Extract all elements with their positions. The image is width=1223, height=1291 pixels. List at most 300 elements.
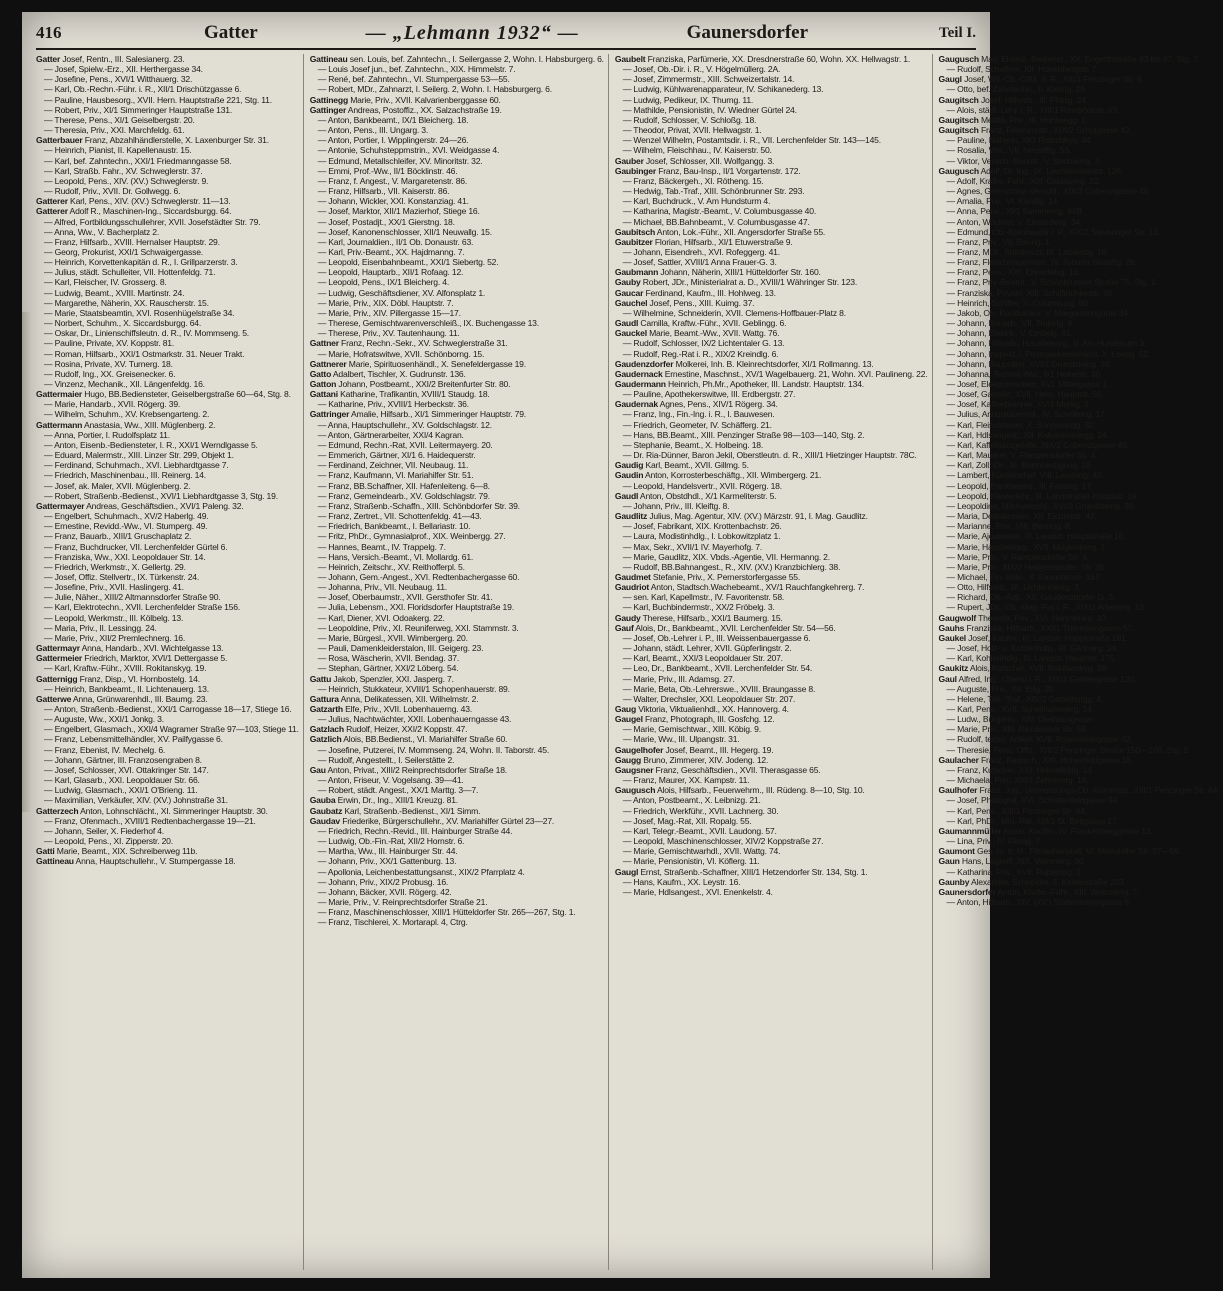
entry-details: — Heinrich, Korvettenkapitän d. R., I. Grillparzerstr. 3.	[44, 257, 238, 268]
directory-entry	[939, 115, 1220, 125]
entry-details: Franziska, Parfümerie, XX. Dresdnerstraße 60, Wohn. XX. Hellwagstr. 1.	[645, 54, 911, 64]
directory-entry	[615, 643, 928, 653]
directory-entry	[36, 369, 299, 379]
directory-entry	[615, 318, 928, 328]
directory-entry	[615, 582, 928, 592]
entry-surname: Gatter	[36, 54, 61, 64]
directory-entry	[939, 582, 1220, 592]
directory-entry	[310, 95, 604, 105]
directory-entry	[939, 145, 1220, 155]
directory-entry	[310, 592, 604, 602]
entry-details: — Karl, PhDr., Min.-Rat, XIII/1 St. Beitgasse 17.	[946, 815, 1119, 826]
entry-details: — Johann, Priv., XX/1 Gattenburg. 13.	[317, 856, 457, 867]
entry-details: Ferdinand, Kaufm., III. Hohlweg. 13.	[643, 287, 776, 298]
entry-details: — Ludw., Bürgerm., XIV. Dreihausgasse.	[946, 714, 1095, 725]
entry-details: — Apollonia, Leichenbestattungsanst., XIX/2 Pfarrplatz 4.	[317, 866, 525, 877]
directory-entry	[615, 856, 928, 866]
entry-surname: Gattermeier	[36, 653, 83, 664]
entry-details: — Marie, Beta, Ob.-Lehrerswe., XVIII. Braungasse 8.	[622, 683, 816, 694]
entry-details: Johann, Näherin, XIII/1 Hütteldorfer Str. 160.	[658, 267, 821, 278]
directory-entry	[36, 125, 299, 135]
entry-details: — Maria, Delikatessen, XII. Eichenstr. 42.	[946, 511, 1097, 522]
entry-details: Josef, Schlosser, XII. Wolfgangg. 3.	[643, 155, 775, 166]
entry-details: Josef, Kaufm., III. Landstr. Hauptstraße 181.	[965, 632, 1128, 643]
directory-entry	[310, 917, 604, 927]
directory-entry	[939, 298, 1220, 308]
directory-entry	[310, 156, 604, 166]
entry-details: — Maximilian, Verkäufer, XIV. (XV.) Johnstraße 31.	[44, 795, 228, 806]
entry-details: — Karl, Fleischer, IV. Grosserg. 8.	[44, 277, 167, 288]
part-label: Teil I.	[939, 24, 976, 41]
directory-entry	[310, 684, 604, 694]
directory-entry	[939, 470, 1220, 480]
entry-details: — Friedrich, Bankbeamt., I. Bellariastr. 10.	[317, 521, 471, 532]
directory-entry	[939, 877, 1220, 887]
entry-details: Hans, Lagerift, XIX. Wimmerg. 80.	[959, 856, 1086, 867]
entry-surname: Gaudl	[614, 318, 639, 329]
entry-details: Anton, Korrosterbeschäftg., XII. Wimbergerg. 21.	[643, 470, 822, 481]
entry-details: Franz, Kautsch., XXI. Hohenfeldgasse 16.	[978, 754, 1133, 765]
entry-details: Anna, Hauptschullehr., V. Stumpergasse 18.	[73, 856, 236, 867]
directory-entry	[310, 734, 604, 744]
directory-entry	[36, 592, 299, 602]
directory-entry	[310, 196, 604, 206]
directory-entry	[36, 450, 299, 460]
entry-surname: Gaug	[614, 704, 637, 714]
directory-entry	[615, 389, 928, 399]
entry-details: — Leopold, Bankbeamt., III. Fasang. 17.	[946, 480, 1094, 491]
directory-entry	[310, 237, 604, 247]
directory-entry	[36, 379, 299, 389]
directory-entry	[939, 54, 1220, 64]
entry-details: — Marie, Ajourierein, III. Landstr. Hauptstraße 16.	[946, 531, 1126, 542]
directory-entry	[36, 460, 299, 470]
entry-surname: Gaudy	[614, 612, 641, 623]
directory-entry	[36, 714, 299, 724]
directory-entry	[939, 481, 1220, 491]
column-3	[615, 54, 933, 1270]
entry-details: — Johann, Priv., III. Kleiftg. 8.	[622, 500, 730, 511]
entry-details: Franz, Rechn.-Sekr., XV. Schweglerstraße 31.	[338, 338, 508, 349]
directory-entry	[310, 115, 604, 125]
directory-entry	[310, 318, 604, 328]
entry-details: — Julius, städt. Schulleiter, VII. Hottenfeldg. 71.	[44, 267, 216, 278]
entry-details: — Franz, Zertret., VII. Schottenfeldg. 41—43.	[317, 511, 482, 522]
directory-entry	[310, 511, 604, 521]
entry-details: — Edmund, Ob.-Kommissär i. P., XIX/2 Sieveringer Str. 13.	[946, 226, 1160, 237]
entry-surname: Gatterer	[36, 206, 68, 217]
directory-entry	[36, 755, 299, 765]
directory-entry	[939, 156, 1220, 166]
directory-entry	[615, 349, 928, 359]
entry-surname: Gaugusch	[614, 785, 656, 796]
directory-entry	[939, 166, 1220, 176]
entry-details: — Josef, Photograf, XVI. Schottenfeldgasse 94.	[946, 795, 1120, 806]
directory-entry	[615, 409, 928, 419]
entry-details: — Leopold, Maschinenschlosser, XIV/2 Koppstraße 27.	[622, 836, 824, 847]
directory-entry	[615, 156, 928, 166]
directory-entry	[939, 542, 1220, 552]
directory-entry	[36, 247, 299, 257]
directory-entry	[939, 430, 1220, 440]
directory-entry	[939, 663, 1220, 673]
entry-details: — Karl, Buchbindermstr., XX/2 Fröbelg. 3.	[622, 602, 775, 613]
entry-surname: Gatti	[36, 846, 55, 857]
entry-surname: Gaugwolf	[938, 612, 977, 623]
directory-entry	[310, 267, 604, 277]
entry-details: — Johanna, Technik-Ww., II/1 Heinestr. 36.	[946, 368, 1103, 379]
directory-entry	[939, 816, 1220, 826]
directory-entry	[36, 633, 299, 643]
entry-surname: Gaudin	[614, 470, 644, 481]
entry-details: — Anton, Postbeamt., X. Leibnizg. 21.	[622, 795, 761, 806]
entry-details: — Wilhelm, Fleischhau., IV. Kaiserstr. 50.	[622, 145, 772, 156]
directory-entry	[939, 623, 1220, 633]
entry-details: Anna, Delikatessen, XII. Wilhelmstr. 2.	[338, 693, 479, 704]
entry-details: — Leopold, Pens., IX/1 Bleicherg. 4.	[317, 277, 450, 288]
entry-details: — Leopold, Werkmstr., III. Kölbelg. 13.	[44, 612, 184, 623]
directory-entry	[615, 572, 928, 582]
entry-details: — Leopold, Eisenbahnbeamt., XXI/1 Siebertg. 52.	[317, 257, 499, 268]
directory-entry	[939, 125, 1220, 135]
entry-details: — Karl, Priv.-Beamt., XX. Hajdmanng. 7.	[317, 246, 465, 257]
directory-entry	[310, 653, 604, 663]
entry-surname: Gaubmann	[614, 267, 659, 278]
entry-details: Josef, Rentn., III. Salesianerg. 23.	[60, 54, 185, 64]
entry-details: — Josefine, Pens., XVI/1 Witthauerg. 32.	[44, 74, 193, 85]
entry-surname: Gaugsner	[614, 764, 654, 775]
directory-entry	[310, 135, 604, 145]
entry-details: — Marianne, Priv., VIII. Bennog. 8.	[946, 521, 1072, 532]
entry-details: Anna, Handarb., XVI. Wichtelgasse 13.	[79, 643, 224, 654]
directory-entry	[36, 674, 299, 684]
entry-details: Stefanie, Priv., X. Pernerstorfergasse 55.	[650, 571, 801, 582]
entry-details: Adalbert, Tischler, X. Gudrunstr. 136.	[331, 368, 466, 379]
directory-entry	[36, 399, 299, 409]
entry-details: — Anna, Hauptschullehr., XV. Goldschlagstr. 12.	[317, 419, 492, 430]
directory-entry	[36, 704, 299, 714]
entry-details: — Karl, Kohlenhdlg., III. Landstr. Hauptstr. 175.	[946, 653, 1117, 664]
entry-surname: Gaunby	[938, 876, 970, 887]
entry-details: — Louis Josef jun., bef. Zahntechn., XIX. Himmelstr. 7.	[317, 64, 516, 75]
entry-surname: Gattani	[309, 389, 338, 400]
entry-details: — Rudolf, Schaffner, XII. Hohenbergstr. 7.	[946, 64, 1099, 75]
directory-entry	[615, 867, 928, 877]
directory-entry	[310, 795, 604, 805]
directory-entry	[615, 54, 928, 64]
directory-entry	[615, 633, 928, 643]
directory-entry	[615, 775, 928, 785]
entry-details: — Hans, Kaufm., XX. Leystr. 16.	[622, 876, 741, 887]
entry-surname: Gatton	[309, 379, 337, 389]
directory-entry	[615, 298, 928, 308]
entry-details: — Josef, Sattler, XVIII/1 Anna Frauer-G. 3.	[622, 257, 777, 268]
directory-entry	[939, 227, 1220, 237]
directory-entry	[939, 633, 1220, 643]
entry-details: — Franz, Gemeindearb., XV. Goldschlagstr. 79.	[317, 490, 490, 501]
entry-details: — Hans, BB.Beamt., XIII. Penzinger Straße 98—103—140, Stg. 2.	[622, 429, 865, 440]
directory-entry	[36, 288, 299, 298]
entry-details: — Karl, Diener, XVI. Odoakerg. 22.	[317, 612, 445, 623]
entry-details: — Josef, Kaffeebrenner, XV/1 Markg. 3.	[946, 399, 1091, 410]
entry-details: Molkerei, Inh. B. Kleinrechtsdorfer, XI/1 Rollmanng. 13.	[673, 358, 874, 369]
directory-entry	[615, 542, 928, 552]
directory-entry	[310, 379, 604, 389]
entry-details: — Lina, Priv., IV. Florag. 7.	[946, 836, 1043, 847]
directory-entry	[939, 531, 1220, 541]
entry-details: — Robert, städt. Angest., XX/1 Marttg. 3—7.	[317, 785, 479, 796]
entry-details: — Norbert, Schuhm., X. Siccardsburgg. 64.	[44, 318, 202, 329]
directory-entry	[310, 338, 604, 348]
directory-entry	[939, 734, 1220, 744]
directory-entry	[615, 613, 928, 623]
entry-surname: Gattermayr	[36, 643, 80, 654]
directory-entry	[615, 785, 928, 795]
entry-details: Alois, Kutscher, XVII. Rokitanskyg. 29.	[968, 663, 1109, 674]
entry-details: Josef, Pens., XIII. Kuimg. 37.	[647, 297, 755, 308]
entry-details: — Josef, Elektromonteur, XVI. Mittergasse 1.	[946, 379, 1110, 389]
directory-entry	[310, 186, 604, 196]
directory-entry	[939, 277, 1220, 287]
entry-surname: Gaukel	[938, 632, 966, 643]
entry-details: Anton, Stadtsch.Wachebeamt., XV/1 Rauchfangkehrerg. 7.	[649, 582, 865, 593]
entry-details: Camilla, Kraftw.-Führ., XVII. Geblingg. 6.	[638, 318, 787, 329]
entry-details: — Richard, Ob.-Adjt., XII. Gaudenzdorfer G. 3.	[946, 592, 1115, 603]
entry-details: — Pauline, Hausbesorg., XVII. Hern. Hauptstraße 221, Stg. 11.	[44, 94, 272, 105]
entry-details: — Leopold, Klavierlehr., III. Landstraßer Hauptstr. 16.	[946, 490, 1139, 501]
entry-details: — Antonie, Schuhsteppmstrin., XVI. Weidgasse 4.	[317, 145, 500, 156]
entry-details: — Josefine, Priv., XVII. Haslingerg. 41.	[44, 582, 184, 593]
entry-details: — Josefine, Putzerei, IV. Mommseng. 24, Wohn. II. Taborstr. 45.	[317, 744, 550, 755]
entry-details: — Theodor, Privat, XVII. Hellwagstr. 1.	[622, 125, 762, 136]
directory-entry	[310, 552, 604, 562]
directory-entry	[939, 409, 1220, 419]
entry-details: Hugo, BB.Bediensteter, Geiselbergstraße 60—64, Stg. 8.	[82, 389, 291, 400]
directory-entry	[615, 379, 928, 389]
entry-details: — Marie, Hofratswitwe, XVII. Schönborng. 15.	[317, 348, 485, 359]
entry-details: Viktoria, Viktualienhdl., XX. Hannoverg. 4.	[636, 704, 789, 714]
entry-details: — Anton, Gärtnerarbeiter, XXI/4 Kagran.	[317, 429, 464, 440]
entry-details: — Heinrich, Stukkateur, XVIII/1 Schopenhauerstr. 89.	[317, 683, 510, 694]
entry-details: Franz, Geschäftsdien., XVII. Therasgasse 65.	[653, 764, 821, 775]
directory-entry	[36, 145, 299, 155]
entry-details: Marie, Priv., XVII. Kalvarienberggasse 60.	[348, 94, 501, 105]
entry-surname: Gattu	[309, 673, 332, 684]
directory-entry	[939, 328, 1220, 338]
directory-entry	[36, 64, 299, 74]
page-header	[36, 18, 976, 50]
entry-details: — Max, Sekr., XVII/1 IV. Mayerhofg. 7.	[622, 541, 763, 552]
entry-surname: Gattineau	[309, 54, 348, 64]
entry-surname: Gauckel	[614, 328, 647, 339]
directory-entry	[615, 694, 928, 704]
entry-details: — Marie, Gemischtwar., XIII. Köbig. 9.	[622, 724, 761, 735]
directory-entry	[615, 460, 928, 470]
entry-details: — Alfred, Fortbildungsschullehrer, XVII. Josefstädter Str. 79.	[44, 216, 261, 227]
directory-entry	[615, 288, 928, 298]
entry-details: — Rudolf, Priv., XVII. Dr. Gollwegg. 6.	[44, 186, 181, 197]
directory-entry	[615, 623, 928, 633]
directory-entry	[939, 674, 1220, 684]
entry-details: — Leopoldine, Milchverschl., XVI/2 Grundsteing. 39.	[946, 500, 1136, 511]
directory-entry	[36, 745, 299, 755]
directory-entry	[36, 816, 299, 826]
directory-entry	[939, 450, 1220, 460]
entry-details: — Hannes, Beamt., IV. Trappelg. 7.	[317, 541, 446, 552]
directory-entry	[939, 501, 1220, 511]
directory-entry	[939, 684, 1220, 694]
entry-details: — Leopold, Pens., XI. Zipperstr. 20.	[44, 836, 173, 847]
entry-details: — Johann, Seiler, X. Fiederhof 4.	[44, 825, 164, 836]
entry-details: — Ludwig, Geschäftsdiener, XV. Alfonsplatz 1.	[317, 287, 486, 298]
directory-entry	[939, 887, 1220, 897]
entry-details: — Franz, Bauarb., XIII/1 Gruschaplatz 2.	[44, 531, 192, 542]
directory-entry	[615, 877, 928, 887]
entry-surname: Gaubinger	[614, 165, 657, 176]
entry-surname: Gaudenzdorfer	[614, 358, 674, 369]
entry-details: — Helene, Tab.-Traf., XIV/2 Gatterburgg. 4.	[946, 693, 1104, 704]
entry-details: — Mathilde, Pensionistin, IV. Wiedner Gürtel 24.	[622, 104, 797, 115]
directory-entry	[939, 135, 1220, 145]
directory-entry	[310, 491, 604, 501]
directory-page	[22, 12, 1220, 1278]
entry-details: — Rosalia, Ww., VII. Neustiftg. 53.	[946, 145, 1071, 156]
directory-entry	[615, 176, 928, 186]
directory-entry	[36, 552, 299, 562]
directory-entry	[615, 267, 928, 277]
entry-surname: Gaudmet	[614, 571, 651, 582]
directory-entry	[310, 582, 604, 592]
entry-details: — Josef, Ob.-Lehrer i. P., III. Weissenbauergasse 6.	[622, 632, 811, 643]
entry-details: — Franz, Priv.-Beamt., V. Schönbrunner Straße 75, Stg. 1.	[946, 277, 1158, 288]
directory-entry	[310, 714, 604, 724]
directory-entry	[615, 145, 928, 155]
entry-details: Anton, Lohnschlächt., XI. Simmeringer Hauptstr. 30.	[78, 805, 268, 816]
entry-details: Karl, Pens., XIV. (XV.) Schweglerstr. 11—13.	[67, 196, 231, 207]
entry-details: Josef, Wil.-Ob.-Offiz. d. R., XIII/1 Penzinger Str. 9.	[961, 74, 1144, 85]
entry-details: — Franz, Priv., VII. Baung. 1.	[946, 236, 1052, 247]
directory-entry	[36, 135, 299, 145]
directory-entry	[36, 84, 299, 94]
entry-details: — Franz, Kutscher, XXI. Hohenfeldg. 14.	[946, 764, 1094, 775]
entry-details: — Jakob, Ob.-Kondukteur, V. Margaretengürtel 34.	[946, 307, 1131, 318]
entry-details: — Johann, Baupoliter, XVI/1 Grundsteing. 39.	[946, 358, 1112, 369]
entry-details: — Marie, Bürgesl., XVII. Wimbergerg. 20.	[317, 632, 468, 643]
entry-details: Josef, Beamt., III. Hegerg. 19.	[663, 744, 774, 755]
entry-surname: Gattermayer	[36, 500, 85, 511]
directory-entry	[36, 501, 299, 511]
entry-details: — Pauline, Apothekerswitwe, III. Erdbergstr. 27.	[622, 389, 796, 400]
directory-entry	[615, 653, 928, 663]
directory-entry	[939, 379, 1220, 389]
directory-entry	[36, 521, 299, 531]
directory-entry	[36, 785, 299, 795]
entry-details: — Dr. Ria-Dünner, Baron Jekil, Oberstleutn. d. R., XIII/1 Hietzinger Hauptstr. 78C.	[622, 450, 917, 461]
entry-details: — Franz, Hilfsarb., XVIII. Hernalser Hauptstr. 29.	[44, 236, 220, 247]
directory-entry	[939, 206, 1220, 216]
directory-entry	[310, 288, 604, 298]
directory-entry	[310, 542, 604, 552]
directory-entry	[310, 826, 604, 836]
directory-entry	[615, 552, 928, 562]
directory-entry	[615, 531, 928, 541]
directory-entry	[310, 836, 604, 846]
entry-surname: Gatzlich	[309, 734, 342, 745]
entry-surname: Gaugg	[614, 754, 642, 765]
directory-entry	[310, 84, 604, 94]
entry-details: Robert, JDr., Ministerialrat a. D., XVIII/1 Währinger Str. 123.	[640, 277, 858, 288]
directory-entry	[36, 836, 299, 846]
entry-details: — Rudolf, Schlosser, V. Schloßg. 18.	[622, 114, 757, 125]
entry-details: Anton, Lok.-Führ., XII. Angersdorfer Straße 55.	[655, 226, 826, 237]
entry-details: — Josef, Kanonenschlosser, XII/1 Neuwallg. 15.	[317, 226, 492, 237]
directory-entry	[310, 430, 604, 440]
entry-details: — sen. Karl, Kapellmstr., IV. Favoritenstr. 58.	[622, 592, 785, 603]
entry-surname: Gaugusch	[938, 54, 979, 64]
entry-details: Florian, Hilfsarb., XI/1 Etuwerstraße 9.	[652, 236, 793, 247]
entry-details: — Michael, BB.Bahnbeamt., V. Columbusgasse 47.	[622, 216, 810, 227]
directory-entry	[615, 308, 928, 318]
entry-details: — Rudolf, techn. Artikel, XVII. Rosensteingasse 42.	[946, 734, 1133, 745]
entry-details: — Lambert, Küchenchef, VIII. Laudong. 40.	[946, 470, 1104, 481]
directory-entry	[310, 745, 604, 755]
entry-details: — Karl, Kraftw.-Führ., XVIII. Rokitanskyg. 19.	[44, 663, 207, 674]
directory-entry	[36, 196, 299, 206]
entry-details: — Julie, Näher., XIII/2 Altmannsdorfer Straße 90.	[44, 592, 221, 603]
directory-entry	[36, 602, 299, 612]
entry-details: — Karl, Glasarb., XXI. Leopoldauer Str. 66.	[44, 775, 200, 786]
entry-details: Theresia, Priv., XVI. Hanmerleg. 10.	[976, 612, 1108, 623]
directory-entry	[36, 349, 299, 359]
directory-entry	[36, 613, 299, 623]
directory-entry	[615, 592, 928, 602]
directory-entry	[615, 684, 928, 694]
entry-details: — Franz, Hilfsarb., VII. Kaiserstr. 86.	[317, 186, 450, 197]
entry-details: — Robert, Straßenb.-Bedienst., XVI/1 Liebhardtgasse 3, Stg. 19.	[44, 490, 278, 501]
directory-entry	[939, 724, 1220, 734]
directory-entry	[36, 623, 299, 633]
entry-surname: Gatto	[309, 368, 332, 379]
entry-details: — Karl, Buchdruck., V. Am Hundsturm 4.	[622, 196, 771, 207]
directory-entry	[36, 694, 299, 704]
entry-details: — Franz, f. Angest., V. Margaretenstr. 86.	[317, 175, 468, 186]
entry-details: — Marie, Priv., XII/2 Premlechnerg. 16.	[44, 632, 186, 643]
entry-details: — Engelbert, Glasmach., XXI/4 Wagramer Straße 97—103, Stiege 11.	[44, 724, 299, 735]
directory-entry	[939, 84, 1220, 94]
directory-entry	[310, 470, 604, 480]
entry-details: — Josef, Schlosser, XVI. Ottakringer Str. 147.	[44, 764, 209, 775]
directory-entry	[939, 755, 1220, 765]
directory-entry	[939, 196, 1220, 206]
entry-details: — Franz, Bäckergeh., XI. Rötheng. 15.	[622, 175, 764, 186]
entry-details: Alois, Dr., Bankbeamt., XVII. Lerchenfelder Str. 54—56.	[633, 622, 836, 633]
entry-details: Bruno, Zimmerer, XIV. Jodeng. 12.	[641, 754, 769, 765]
directory-entry	[310, 572, 604, 582]
directory-entry	[310, 440, 604, 450]
entry-surname: Gatzlach	[309, 724, 344, 735]
directory-entry	[939, 359, 1220, 369]
entry-details: — Franz, Ebenist, IV. Mechelg. 6.	[44, 744, 166, 755]
entry-details: Marie, Beamt., XIX. Schreiberweg 11b.	[54, 846, 198, 857]
entry-details: Anna, Grünwarenhdl., III. Baumg. 23.	[71, 693, 208, 704]
entry-surname: Gauchel	[614, 297, 648, 308]
directory-entry	[939, 856, 1220, 866]
directory-entry	[310, 389, 604, 399]
directory-entry	[36, 491, 299, 501]
directory-entry	[36, 298, 299, 308]
entry-details: — Josef, Marktor, XII/1 Mazierhof, Stiege 16.	[317, 206, 480, 217]
directory-entry	[615, 521, 928, 531]
